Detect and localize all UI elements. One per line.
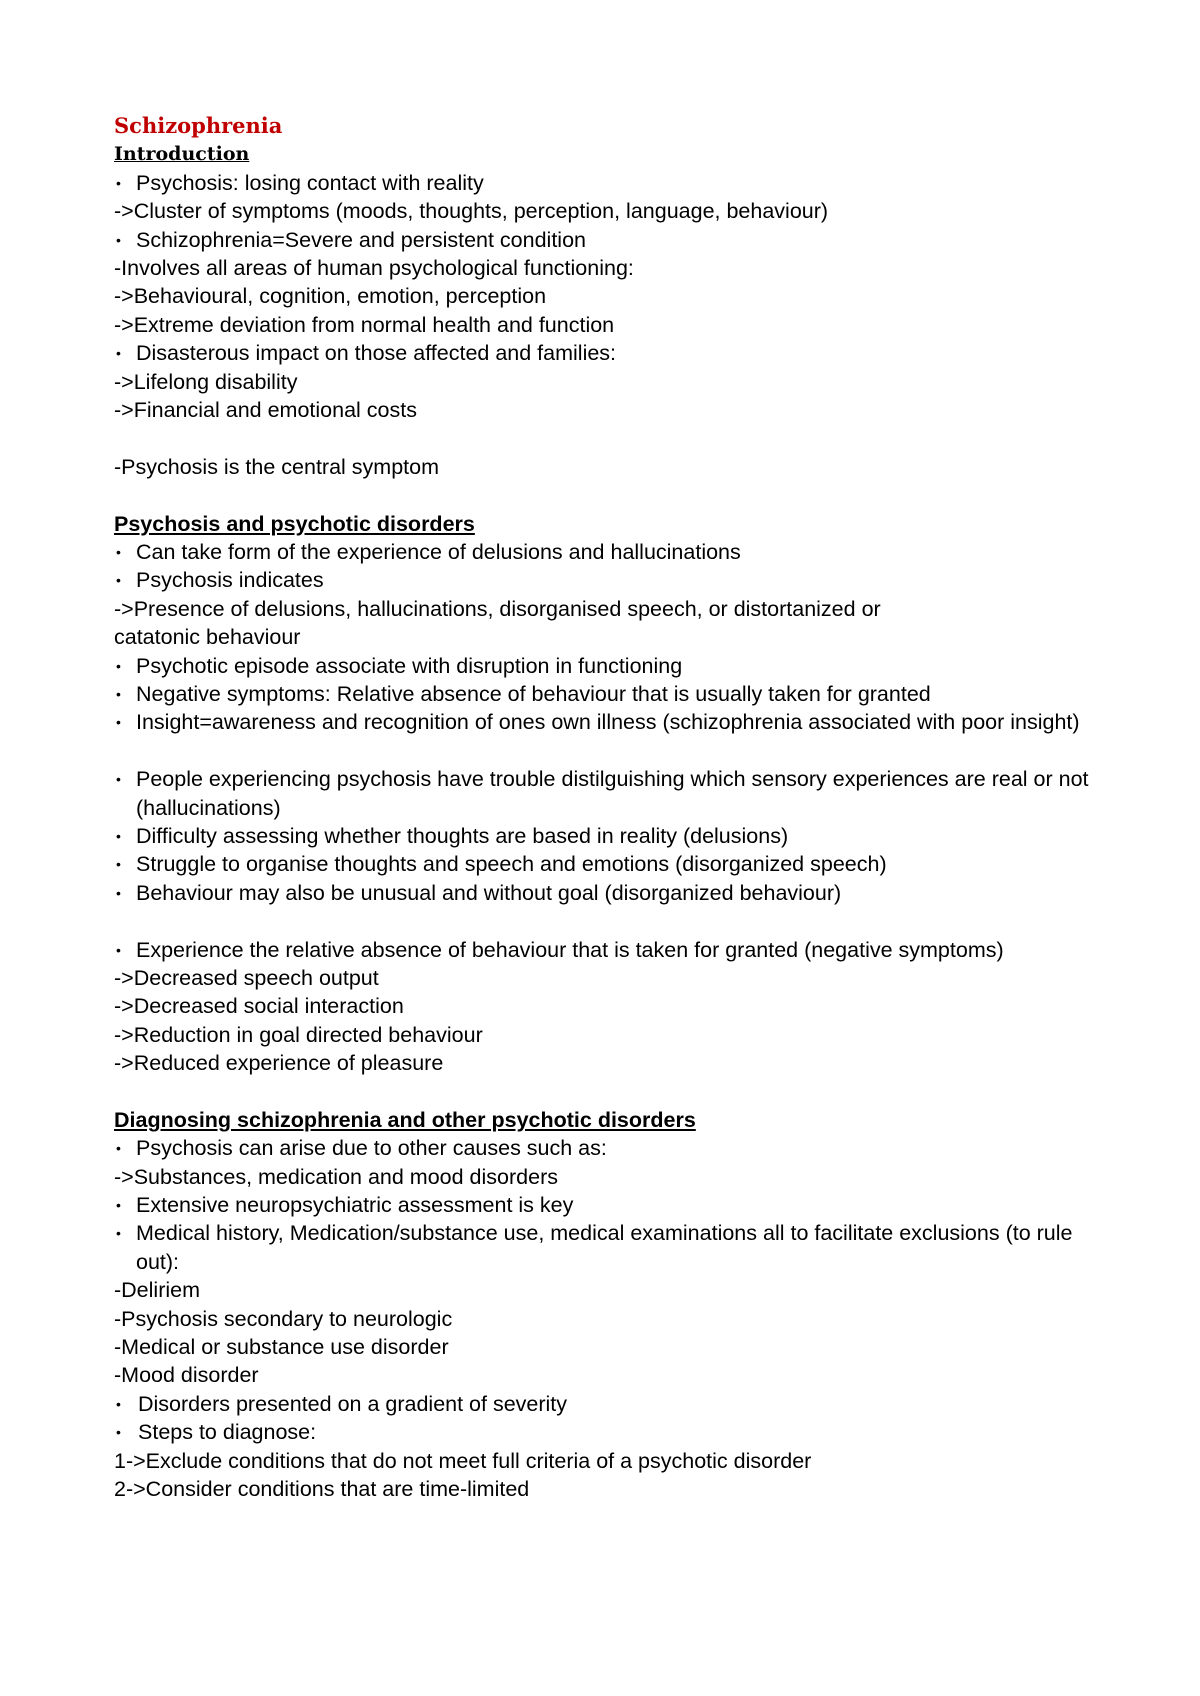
- bullet-text: People experiencing psychosis have trouble distilguishing which sensory experiences are real or not (hallucinations): [136, 767, 1089, 820]
- bullet-icon: •: [116, 827, 121, 844]
- bullet-text: Negative symptoms: Relative absence of behaviour that is usually taken for granted: [136, 681, 931, 706]
- intro-section: [114, 169, 1094, 481]
- bullet-item: [114, 566, 1094, 594]
- text-line: ->Behavioural, cognition, emotion, perception: [114, 284, 547, 309]
- text-line: -Medical or substance use disorder: [114, 1335, 449, 1360]
- bullet-icon: •: [116, 1424, 121, 1441]
- bullet-icon: •: [116, 345, 121, 362]
- text-line: 2->Consider conditions that are time-limited: [114, 1477, 530, 1502]
- text-line: catatonic behaviour: [114, 625, 301, 650]
- text-line: -Psychosis secondary to neurologic: [114, 1306, 453, 1331]
- bullet-text: Extensive neuropsychiatric assessment is key: [136, 1193, 574, 1218]
- text-line: ->Decreased speech output: [114, 965, 379, 990]
- bullet-text: Psychosis indicates: [136, 568, 324, 593]
- psychosis-section: [114, 538, 1094, 1078]
- bullet-item: [114, 538, 1094, 566]
- bullet-item: [114, 169, 1094, 197]
- bullet-icon: •: [116, 572, 121, 589]
- text-line: ->Presence of delusions, hallucinations, disorganised speech, or distortanized or: [114, 596, 881, 621]
- bullet-icon: •: [116, 771, 121, 788]
- bullet-item: [114, 936, 1094, 964]
- bullet-icon: •: [116, 1395, 121, 1412]
- bullet-text: Difficulty assessing whether thoughts are based in reality (delusions): [136, 823, 789, 848]
- bullet-text: Experience the relative absence of behaviour that is taken for granted (negative symptoms): [136, 937, 1004, 962]
- text-line: ->Reduction in goal directed behaviour: [114, 1022, 483, 1047]
- bullet-item: [114, 339, 1094, 367]
- bullet-icon: •: [116, 1197, 121, 1214]
- blank-line: [114, 424, 1094, 452]
- bullet-icon: •: [116, 231, 121, 248]
- document-title: Schizophrenia: [114, 113, 283, 138]
- bullet-item: [114, 1418, 1094, 1446]
- text-line: ->Reduced experience of pleasure: [114, 1051, 444, 1076]
- text-line: -Mood disorder: [114, 1363, 259, 1388]
- text-line: ->Substances, medication and mood disorders: [114, 1164, 558, 1189]
- bullet-item: [114, 226, 1094, 254]
- text-line: ->Lifelong disability: [114, 369, 298, 394]
- text-line: ->Decreased social interaction: [114, 994, 404, 1019]
- blank-line: [114, 737, 1094, 765]
- bullet-icon: •: [116, 685, 121, 702]
- bullet-icon: •: [116, 884, 121, 901]
- section-spacer: [114, 481, 1094, 509]
- diagnosing-heading: Diagnosing schizophrenia and other psychotic disorders: [114, 1107, 696, 1132]
- bullet-item: [114, 1191, 1094, 1219]
- bullet-text: Behaviour may also be unusual and without goal (disorganized behaviour): [136, 880, 842, 905]
- blank-line: [114, 907, 1094, 935]
- bullet-item: [114, 822, 1094, 850]
- document-content: [114, 112, 1094, 1503]
- bullet-icon: •: [116, 1225, 121, 1242]
- text-line: 1->Exclude conditions that do not meet full criteria of a psychotic disorder: [114, 1448, 812, 1473]
- text-line: -Psychosis is the central symptom: [114, 454, 439, 479]
- bullet-item: [114, 879, 1094, 907]
- bullet-icon: •: [116, 714, 121, 731]
- text-line: ->Extreme deviation from normal health and function: [114, 312, 615, 337]
- bullet-text: Psychosis: losing contact with reality: [136, 170, 484, 195]
- bullet-item: [114, 652, 1094, 680]
- bullet-icon: •: [116, 1140, 121, 1157]
- bullet-item: [114, 680, 1094, 708]
- bullet-text: Struggle to organise thoughts and speech and emotions (disorganized speech): [136, 852, 887, 877]
- section-spacer: [114, 1078, 1094, 1106]
- bullet-icon: •: [116, 856, 121, 873]
- bullet-text: Schizophrenia=Severe and persistent condition: [136, 227, 586, 252]
- bullet-icon: •: [116, 941, 121, 958]
- bullet-item: [114, 708, 1094, 736]
- diagnosing-section: [114, 1134, 1094, 1503]
- bullet-icon: •: [116, 543, 121, 560]
- text-line: ->Cluster of symptoms (moods, thoughts, perception, language, behaviour): [114, 199, 829, 224]
- bullet-text: Psychosis can arise due to other causes such as:: [136, 1136, 607, 1161]
- bullet-item: [114, 1219, 1094, 1276]
- text-line: -Deliriem: [114, 1278, 200, 1303]
- bullet-item: [114, 1134, 1094, 1162]
- bullet-text: Steps to diagnose:: [138, 1420, 317, 1445]
- bullet-icon: •: [116, 174, 121, 191]
- bullet-text: Insight=awareness and recognition of ones own illness (schizophrenia associated with poor insight): [136, 710, 1080, 735]
- psychosis-heading: Psychosis and psychotic disorders: [114, 511, 475, 536]
- bullet-item: [114, 765, 1094, 822]
- bullet-item: [114, 850, 1094, 878]
- bullet-text: Disorders presented on a gradient of severity: [138, 1391, 568, 1416]
- bullet-item: [114, 1390, 1094, 1418]
- bullet-text: Can take form of the experience of delusions and hallucinations: [136, 539, 741, 564]
- intro-heading: Introduction: [114, 143, 250, 166]
- bullet-icon: •: [116, 657, 121, 674]
- bullet-text: Medical history, Medication/substance use, medical examinations all to facilitate exclusions (to rule out):: [136, 1221, 1073, 1274]
- bullet-text: Disasterous impact on those affected and families:: [136, 341, 617, 366]
- text-line: ->Financial and emotional costs: [114, 397, 417, 422]
- text-line: -Involves all areas of human psychological functioning:: [114, 255, 634, 280]
- bullet-text: Psychotic episode associate with disruption in functioning: [136, 653, 683, 678]
